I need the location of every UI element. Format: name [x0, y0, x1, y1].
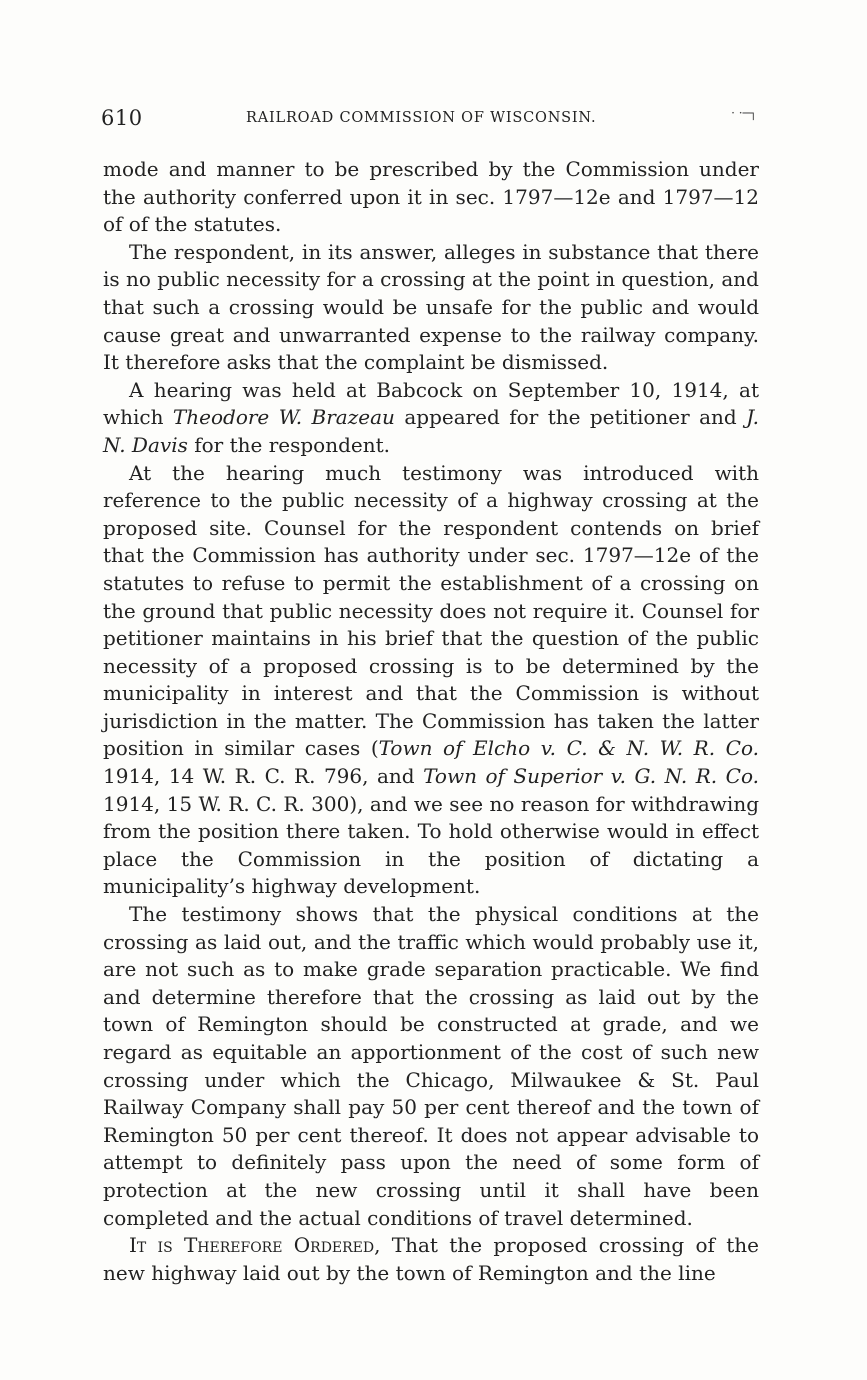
paragraph-6-text: That the proposed crossing of the new highway laid out by the town of Remington and the line [103, 1233, 759, 1285]
paragraph-4 [103, 460, 759, 902]
document-body [103, 156, 759, 1287]
case-citation-superior: Town of Superior v. G. N. R. Co. [423, 764, 759, 789]
paragraph-4-text-a: At the hearing much testimony was introduced with reference to the public necessity of a highway crossing at the proposed site. Counsel for the respondent contends on brief that the Commission has authority under sec. 1797—12e of the statutes to refuse to permit the establishment of a crossing on the ground that public necessity does not require it. Counsel for petitioner maintains in his brief that the question of the public necessity of a proposed crossing is to be determined by the municipality in interest and that the Commission is without jurisdiction in the matter. The Commission has taken the latter position in similar cases ( [103, 460, 759, 761]
case-citation-elcho: Town of Elcho v. C. & N. W. R. Co. [378, 736, 760, 761]
paragraph-3-text-a: A hearing was held at Babcock on September 10, 1914, at which [103, 377, 759, 430]
paragraph-3-text-b: appeared for the petitioner and [394, 405, 747, 430]
paragraph-1: mode and manner to be prescribed by the Commission under the authority conferred upon it in sec. 1797—12e and 1797—12 of of the statutes. [103, 157, 759, 237]
paragraph-3 [103, 377, 759, 460]
page-header [101, 106, 761, 134]
petitioner-counsel-name: Theodore W. Brazeau [172, 405, 395, 430]
paragraph-2: The respondent, in its answer, alleges in substance that there is no public necessity for a crossing at the point in question, and that such a crossing would be unsafe for the public and would cause great and unwarranted expense to the railway company. It therefore asks that the complaint be dismissed. [103, 239, 759, 375]
page-number: 610 [101, 106, 143, 130]
paragraph-4-text-c: 1914, 15 W. R. C. R. 300), and we see no reason for withdrawing from the position there taken. To hold otherwise would in effect place the Commission in the position of dictating a municipality’s highway development. [103, 791, 759, 899]
paragraph-3-text-c: for the respondent. [187, 432, 390, 457]
paragraph-6 [103, 1232, 759, 1287]
paragraph-5: The testimony shows that the physical conditions at the crossing as laid out, and the traffic which would probably use it, are not such as to make grade separation practicable. We find and determine therefore that the crossing as laid out by the town of Remington should be constructed at grade, and we regard as equitable an apportionment of the cost of such new crossing under which the Chicago, Milwaukee & St. Paul Railway Company shall pay 50 per cent thereof and the town of Remington 50 per cent thereof. It does not appear advisable to attempt to definitely pass upon the need of some form of protection at the new crossing until it shall have been completed and the actual conditions of travel determined. [103, 902, 759, 1230]
corner-mark: · ·─┐ [731, 106, 757, 120]
paragraph-4-text-b: 1914, 14 W. R. C. R. 796, and [103, 764, 424, 789]
order-lead: It is Therefore Ordered, [129, 1233, 381, 1258]
respondent-counsel-name: J. N. Davis [103, 405, 759, 457]
running-head: RAILROAD COMMISSION OF WISCONSIN. [246, 110, 597, 126]
